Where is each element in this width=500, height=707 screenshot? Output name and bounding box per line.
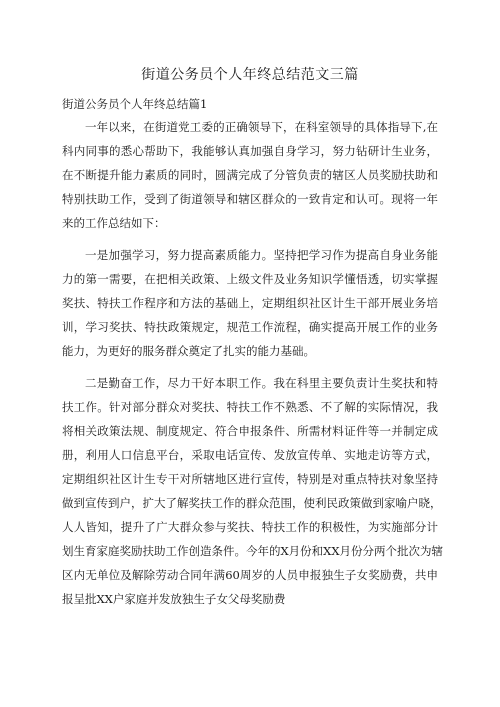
section-heading: 街道公务员个人年终总结篇1 <box>62 97 208 111</box>
paragraph-2-line-2: 力的第一需要，在把相关政策、上级文件及业务知识学懂悟透，切实掌握 <box>62 272 438 286</box>
paragraph-3-line-3: 将相关政策法规、制度规定、符合申报条件、所需材料证件等一并制定成 <box>62 424 438 438</box>
paragraph-2-line-1: 一是加强学习，努力提高素质能力。坚持把学习作为提高自身业务能 <box>85 248 438 262</box>
paragraph-3-line-4: 册，利用人口信息平台，采取电话宣传、发放宣传单、实地走访等方式， <box>62 448 438 462</box>
paragraph-3-line-6: 做到宣传到户，扩大了解奖扶工作的群众范围，使利民政策做到家喻户晓， <box>62 496 442 510</box>
paragraph-2-line-5: 能力，为更好的服务群众奠定了扎实的能力基础。 <box>62 344 315 358</box>
paragraph-3-line-7: 人人皆知，提升了广大群众参与奖扶、特扶工作的积极性，为实施部分计 <box>62 520 438 534</box>
paragraph-1-line-3: 在不断提升能力素质的同时，圆满完成了分管负责的辖区人员奖励扶助和 <box>62 168 438 182</box>
paragraph-1-line-4: 特别扶助工作，受到了街道领导和辖区群众的一致肯定和认可。现将一年 <box>62 192 438 206</box>
paragraph-3-line-2: 扶工作。针对部分群众对奖扶、特扶工作不熟悉、不了解的实际情况，我 <box>62 400 438 414</box>
paragraph-3-line-9: 区内无单位及解除劳动合同年满60周岁的人员申报独生子女奖励费，共申 <box>62 568 438 582</box>
paragraph-1-line-1: 一年以来，在街道党工委的正确领导下，在科室领导的具体指导下,在 <box>85 120 438 134</box>
paragraph-3-line-5: 定期组织社区计生专干对所辖地区进行宣传，特别是对重点特扶对象坚持 <box>62 472 438 486</box>
paragraph-1-line-2: 科内同事的悉心帮助下，我能够认真加强自身学习，努力钻研计生业务， <box>62 144 438 158</box>
paragraph-3-line-8: 划生育家庭奖励扶助工作创造条件。今年的X月份和XX月份分两个批次为辖 <box>62 544 444 558</box>
paragraph-1-line-5: 来的工作总结如下： <box>62 216 166 230</box>
paragraph-2-line-3: 奖扶、特扶工作程序和方法的基础上，定期组织社区计生干部开展业务培 <box>62 296 438 310</box>
paragraph-3-line-1: 二是勤奋工作，尽力干好本职工作。我在科里主要负责计生奖扶和特 <box>85 376 438 390</box>
paragraph-3-line-10: 报呈批XX户家庭并发放独生子女父母奖励费 <box>62 592 286 606</box>
document-title: 街道公务员个人年终总结范文三篇 <box>141 67 359 83</box>
paragraph-2-line-4: 训，学习奖扶、特扶政策规定，规范工作流程，确实提高开展工作的业务 <box>62 320 438 334</box>
